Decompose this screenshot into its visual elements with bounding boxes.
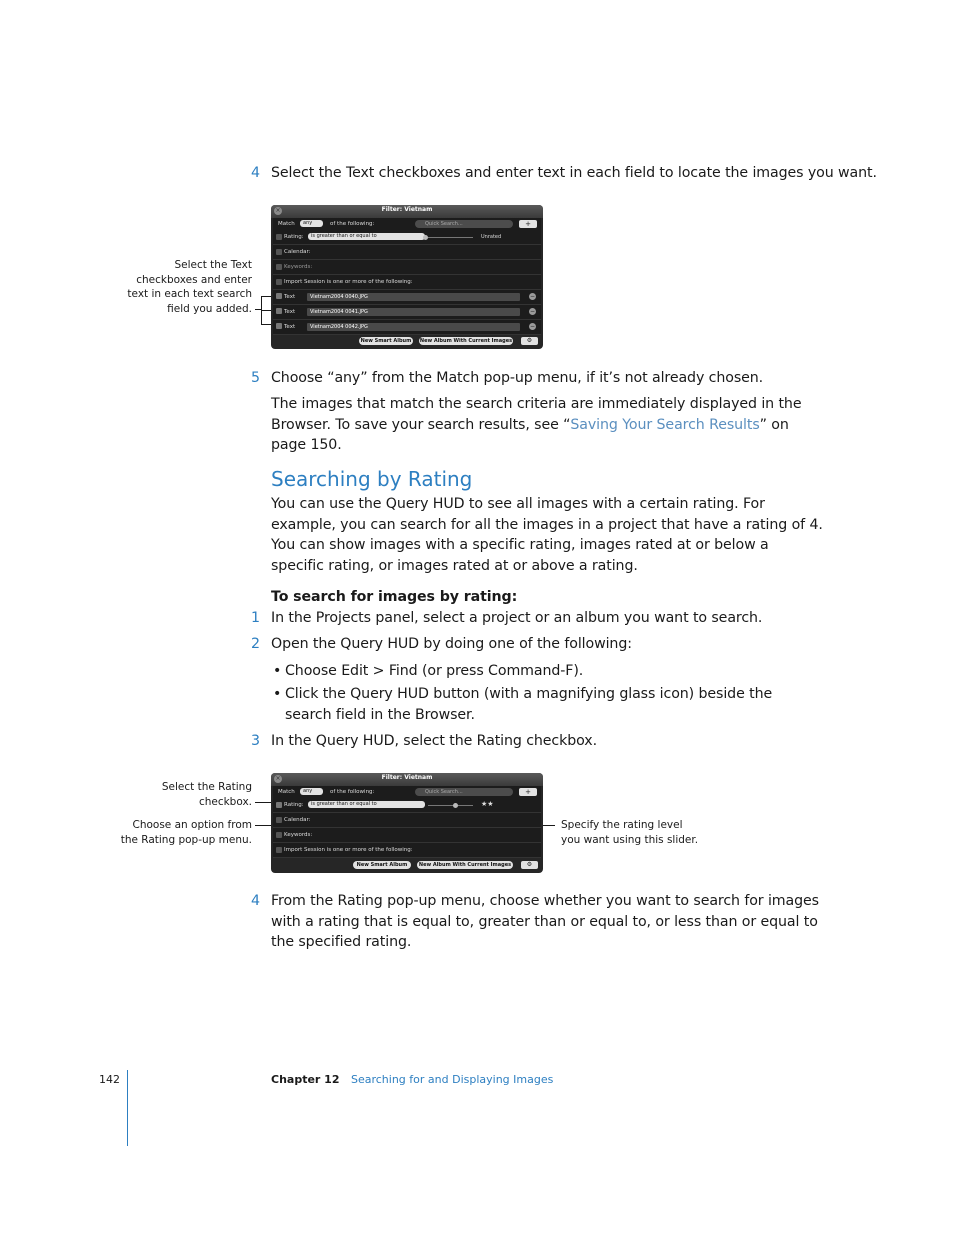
text-checkbox[interactable] [276, 323, 282, 329]
new-smart-album-button[interactable]: New Smart Album [360, 338, 412, 344]
calendar-row [273, 813, 541, 828]
callout-line: Select the Rating [161, 781, 252, 793]
match-popup[interactable]: any [300, 788, 323, 795]
callout-line: text in each text search [127, 288, 252, 301]
text-row [273, 320, 541, 335]
new-smart-album-button[interactable]: New Smart Album [353, 861, 411, 869]
import-row [273, 843, 541, 858]
chapter-label: Chapter 12 [271, 1073, 340, 1086]
import-checkbox[interactable] [276, 847, 282, 853]
remove-rule-icon[interactable]: − [529, 308, 536, 315]
rating-stars: ★★ [481, 800, 494, 808]
bullet-text: Click the Query HUD button (with a magnifying glass icon) beside the search field in the Browser. [285, 686, 773, 723]
gear-icon[interactable]: ⚙ [521, 861, 538, 869]
rating-row [273, 798, 541, 813]
import-label: Import Session is one or more of the following: [284, 847, 413, 853]
add-rule-button[interactable]: + [519, 220, 537, 228]
step-4-bottom [251, 891, 851, 953]
step-number: 1 [251, 610, 260, 626]
step-2 [251, 634, 851, 655]
hud-title: Filter: Vietnam [381, 774, 433, 781]
new-album-button[interactable]: New Album With Current Images [419, 338, 513, 344]
match-label: Match [278, 221, 295, 227]
add-rule-button[interactable]: + [519, 788, 537, 796]
section-title: Searching by Rating [271, 467, 473, 491]
bullet-icon: • [273, 663, 282, 679]
calendar-label: Calendar: [284, 817, 311, 823]
import-row [273, 275, 541, 290]
slider-knob[interactable] [423, 235, 428, 240]
keywords-label: Keywords: [284, 832, 313, 838]
match-suffix: of the following: [330, 789, 375, 795]
rating-checkbox[interactable] [276, 234, 282, 240]
keywords-row [273, 828, 541, 843]
slider-knob[interactable] [453, 803, 458, 808]
step-number: 4 [251, 893, 260, 909]
bullet-item [271, 684, 823, 725]
callout-line: Specify the rating level [561, 819, 683, 831]
saving-results-link[interactable]: Saving Your Search Results [570, 416, 760, 433]
step-number: 4 [251, 165, 260, 181]
calendar-row [273, 245, 541, 260]
rating-popup[interactable]: is greater than or equal to [308, 801, 425, 808]
match-suffix: of the following: [330, 221, 375, 227]
query-hud-screenshot [271, 205, 543, 349]
callout-line: Select the Text [174, 259, 252, 271]
step-text: In the Query HUD, select the Rating checkbox. [271, 733, 598, 749]
step-1 [251, 608, 851, 629]
callout-rating-popup [110, 818, 252, 847]
step-5 [251, 368, 851, 389]
text-checkbox[interactable] [276, 308, 282, 314]
task-heading: To search for images by rating: [271, 589, 518, 605]
keywords-row [273, 260, 541, 275]
step-text: From the Rating pop-up menu, choose whether you want to search for images with a rating that is equal to, greater than or equal to, or less than or equal to the specified rating. [271, 893, 819, 950]
text-row [273, 290, 541, 305]
text-field[interactable]: Vietnam2004 0041.JPG [307, 308, 520, 316]
callout-line: checkbox. [198, 795, 252, 808]
text-field[interactable]: Vietnam2004 0042.JPG [307, 323, 520, 331]
quick-search-input[interactable]: Quick Search... [415, 220, 513, 228]
intro-paragraph: You can use the Query HUD to see all images with a certain rating. For example, you can search for all the images in a project that have a rating of 4. You can show images with a specific rating, images rated at or below a specific rating, or images rated at or above a rating. [271, 496, 823, 574]
callout-line: checkboxes and enter [136, 273, 252, 286]
step-text: Select the Text checkboxes and enter text in each field to locate the images you want. [271, 165, 877, 181]
results-paragraph [271, 394, 827, 456]
callout-rating-checkbox [120, 780, 252, 809]
quick-search-input[interactable]: Quick Search... [415, 788, 513, 796]
import-label: Import Session is one or more of the following: [284, 279, 413, 285]
para-after: ” on page 150. [271, 416, 789, 453]
callout-line: Choose an option from [132, 819, 252, 831]
page-number: 142 [99, 1073, 120, 1086]
callout-line: field you added. [167, 302, 252, 315]
bullet-item [271, 661, 831, 682]
rating-state: Unrated [481, 234, 502, 240]
close-icon[interactable]: × [275, 775, 281, 782]
rating-slider[interactable] [428, 805, 473, 806]
step-number: 2 [251, 636, 260, 652]
keywords-label: Keywords: [284, 264, 313, 270]
rating-label: Rating: [284, 234, 304, 240]
footer-chapter [271, 1073, 553, 1086]
callout-line: you want using this slider. [561, 833, 699, 846]
query-hud-rating-screenshot [271, 773, 543, 873]
import-checkbox[interactable] [276, 279, 282, 285]
step-4-top [251, 163, 877, 184]
remove-rule-icon[interactable]: − [529, 293, 536, 300]
rating-slider[interactable] [428, 237, 473, 238]
step-number: 3 [251, 733, 260, 749]
gear-icon[interactable]: ⚙ [521, 337, 538, 345]
text-checkbox[interactable] [276, 293, 282, 299]
bullet-icon: • [273, 686, 282, 702]
rating-checkbox[interactable] [276, 802, 282, 808]
step-text: In the Projects panel, select a project or an album you want to search. [271, 610, 763, 626]
text-label: Text [284, 309, 296, 315]
bullet-text: Choose Edit > Find (or press Command-F). [285, 663, 584, 679]
step-text: Open the Query HUD by doing one of the following: [271, 636, 632, 652]
match-label: Match [278, 789, 295, 795]
text-field[interactable]: Vietnam2004 0040.JPG [307, 293, 520, 301]
step-number: 5 [251, 370, 260, 386]
text-row [273, 305, 541, 320]
text-label: Text [284, 294, 296, 300]
text-label: Text [284, 324, 296, 330]
step-text: Choose “any” from the Match pop-up menu, if it’s not already chosen. [271, 370, 764, 386]
calendar-checkbox[interactable] [276, 249, 282, 255]
rating-popup[interactable]: is greater than or equal to [308, 233, 425, 240]
keywords-checkbox[interactable] [276, 832, 282, 838]
chapter-title: Searching for and Displaying Images [350, 1073, 554, 1086]
rating-row [273, 230, 541, 245]
footer-rule [127, 1070, 128, 1146]
close-icon[interactable]: × [275, 207, 281, 214]
calendar-checkbox[interactable] [276, 817, 282, 823]
step-3 [251, 731, 851, 752]
calendar-label: Calendar: [284, 249, 311, 255]
hud-title: Filter: Vietnam [381, 206, 433, 213]
remove-rule-icon[interactable]: − [529, 323, 536, 330]
para-before: The images that match the search criteria are immediately displayed in the Browser. To save your search results, see “ [271, 396, 802, 433]
keywords-checkbox[interactable] [276, 264, 282, 270]
match-popup[interactable]: any [300, 220, 323, 227]
callout-select-text [120, 258, 252, 316]
rating-label: Rating: [284, 802, 304, 808]
callout-line: the Rating pop-up menu. [120, 833, 252, 846]
callout-slider [561, 818, 731, 847]
new-album-button[interactable]: New Album With Current Images [418, 862, 512, 868]
